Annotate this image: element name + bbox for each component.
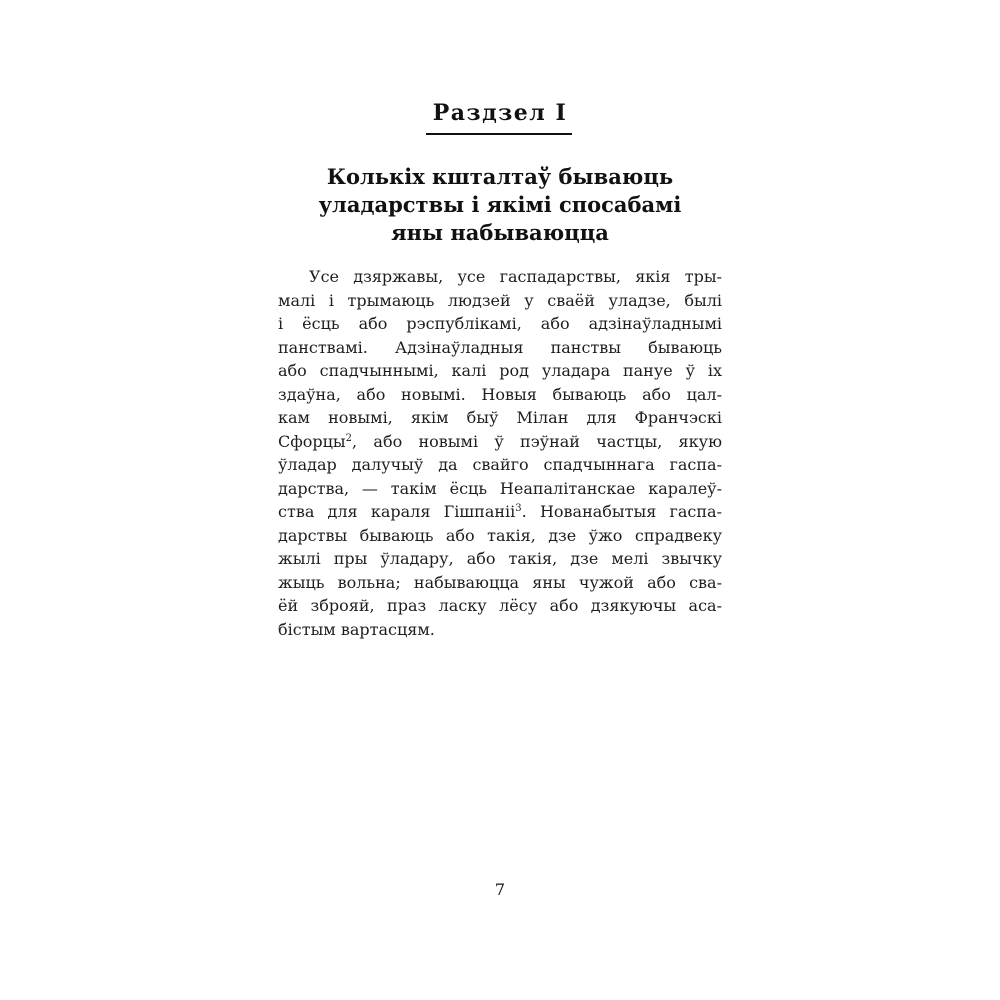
text-segment: Сфорцы bbox=[278, 431, 346, 451]
text-line-with-footnote bbox=[278, 430, 722, 454]
text-line: дарства, — такім ёсць Неапалітанскае каралеў- bbox=[278, 478, 722, 498]
page-number: 7 bbox=[494, 880, 506, 899]
text-line: здаўна, або новымі. Новыя бываюць або цал- bbox=[278, 384, 722, 404]
text-line: ўладар далучыў да свайго спадчыннага гаспа- bbox=[278, 455, 722, 474]
footnote-marker[interactable]: 3 bbox=[515, 503, 522, 514]
chapter-title-line: яны набываюцца bbox=[391, 220, 609, 245]
text-line: панствамі. Адзінаўладныя панствы бываюць bbox=[278, 337, 722, 357]
section-divider-rule bbox=[426, 133, 572, 135]
text-line: малі і трымаюць людзей у сваёй уладзе, былі bbox=[278, 290, 722, 310]
text-line: або спадчыннымі, калі род уладара пануе ў іх bbox=[278, 361, 722, 380]
text-line: жыць вольна; набываюцца яны чужой або сва- bbox=[278, 572, 722, 592]
body-paragraph bbox=[278, 265, 722, 641]
section-heading: Раздзел I bbox=[432, 100, 568, 126]
text-segment: , або новымі ў пэўнай частцы, якую bbox=[352, 431, 722, 451]
text-line: і ёсць або рэспублікамі, або адзінаўладнымі bbox=[278, 314, 722, 333]
chapter-title-line: уладарствы і якімі спосабамі bbox=[318, 192, 682, 217]
text-line: дарствы бываюць або такія, дзе ўжо спрадвеку bbox=[278, 525, 722, 545]
chapter-title-line: Колькіх кшталтаў бываюць bbox=[326, 164, 674, 189]
footnote-marker[interactable]: 2 bbox=[345, 432, 353, 444]
text-line: ёй зброяй, праз ласку лёсу або дзякуючы аса- bbox=[278, 596, 722, 615]
chapter-title bbox=[0, 163, 1000, 247]
text-segment: ства для караля Гішпаніі bbox=[278, 502, 516, 521]
text-line: кам новымі, якім быў Мілан для Франчэскі bbox=[278, 408, 722, 427]
text-line: жылі пры ўладару, або такія, дзе мелі звычку bbox=[278, 549, 722, 568]
text-line-with-footnote bbox=[278, 500, 722, 524]
text-segment: . Нованабытыя гаспа- bbox=[521, 502, 722, 521]
text-line: Усе дзяржавы, усе гаспадарствы, якія тры- bbox=[309, 267, 722, 286]
text-line: бістым вартасцям. bbox=[278, 619, 435, 639]
